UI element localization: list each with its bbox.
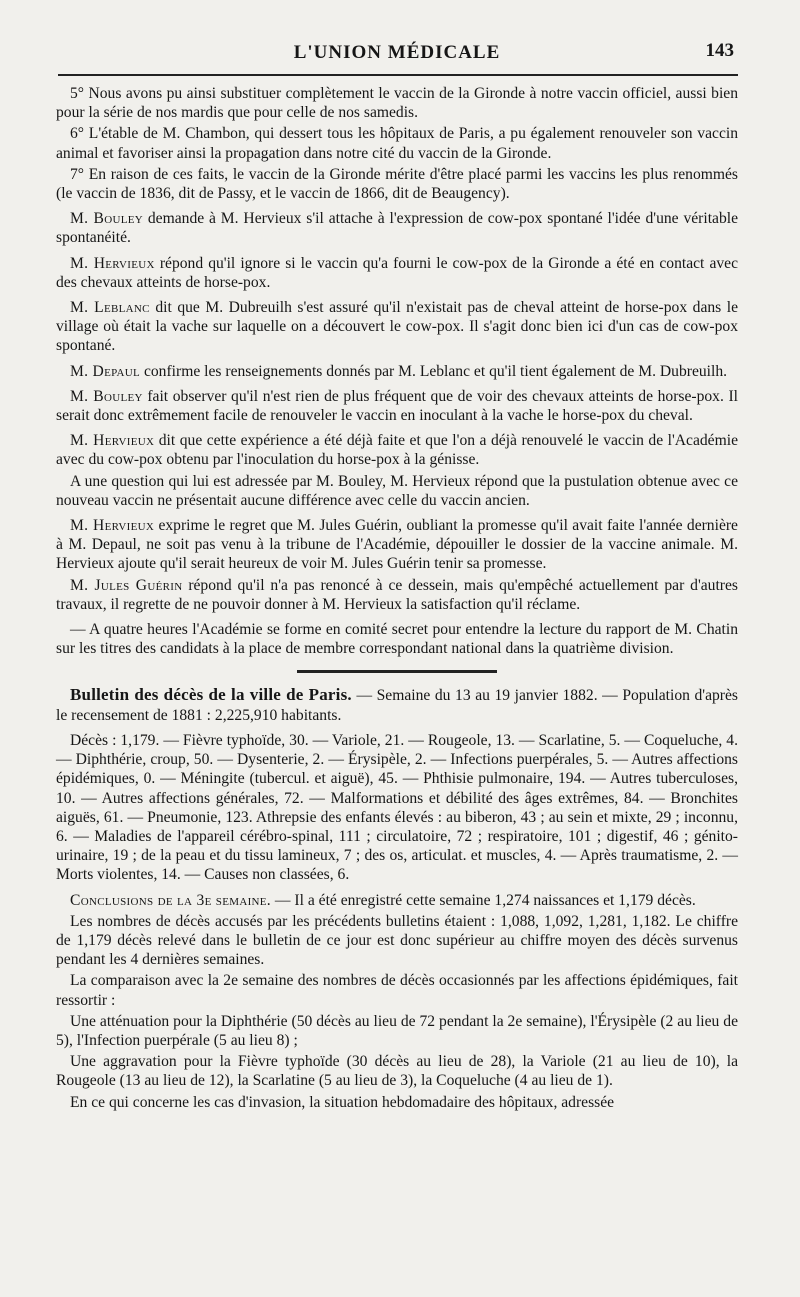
numbered-item: 6° L'étable de M. Chambon, qui dessert tous les hôpitaux de Paris, a pu également renouveler son vaccin animal et favoriser ainsi la propagation dans notre cité du vaccin de la Gironde. bbox=[56, 125, 738, 162]
speaker-name: M. Leblanc bbox=[70, 299, 150, 317]
bulletin-heading bbox=[56, 685, 738, 724]
bulletin-paragraph: Les nombres de décès accusés par les précédents bulletins étaient : 1,088, 1,092, 1,281, 1,182. Le chiffre de 1,179 décès relevé dans le bulletin de ce jour est donc supérieur au chiffre moyen des décès survenus pendant les 4 dernières semaines. bbox=[56, 912, 738, 969]
section-rule bbox=[297, 670, 497, 673]
bulletin-title: Bulletin des décès de la ville de Paris. bbox=[70, 685, 352, 705]
bulletin-subtitle: — Semaine du 13 au 19 janvier 1882. — Population d'après le recensement de 1881 : 2,225,910 habitants. bbox=[56, 687, 738, 724]
dialogue-paragraph bbox=[56, 298, 738, 356]
speaker-name: M. Depaul bbox=[70, 362, 141, 380]
speaker-name: M. Hervieux bbox=[70, 517, 155, 535]
page-number: 143 bbox=[705, 40, 734, 61]
conclusions-label: Conclusions de la 3e semaine. bbox=[70, 891, 271, 909]
speaker-name: M. Bouley bbox=[70, 387, 143, 405]
dialogue-paragraph bbox=[56, 254, 738, 292]
speech-text: répond qu'il n'a pas renoncé à ce dessein, mais qu'empêché actuellement par d'autres travaux, il regrette de ne pouvoir donner à M. Hervieux la satisfaction qu'il réclame. bbox=[56, 576, 738, 613]
bulletin-paragraph: La comparaison avec la 2e semaine des nombres de décès occasionnés par les affections épidémiques, fait ressortir : bbox=[56, 972, 738, 1009]
speech-text: confirme les renseignements donnés par M. Leblanc et qu'il tient également de M. Dubreuilh. bbox=[143, 362, 728, 380]
bulletin-paragraph: Une aggravation pour la Fièvre typhoïde (30 décès au lieu de 28), la Variole (21 au lieu de 10), la Rougeole (13 au lieu de 12), la Scarlatine (5 au lieu de 3), la Coqueluche (4 au lieu de 1). bbox=[56, 1053, 738, 1090]
numbered-item: 7° En raison de ces faits, le vaccin de la Gironde mérite d'être placé parmi les vaccins les plus renommés (le vaccin de 1836, dit de Passy, et le vaccin de 1866, dit de Beaugency). bbox=[56, 165, 738, 203]
conclusions-text: — Il a été enregistré cette semaine 1,274 naissances et 1,179 décès. bbox=[274, 891, 696, 909]
speech-text: exprime le regret que M. Jules Guérin, oubliant la promesse qu'il avait faite l'année dernière à M. Depaul, ne soit pas venu à la tribune de l'Académie, dépouiller le dossier de la vaccine animale. M. Hervieux ajoute qu'il serait heureux de voir M. Jules Guérin tenir sa promesse. bbox=[56, 517, 738, 573]
dialogue-paragraph bbox=[56, 209, 738, 247]
speech-text: répond qu'il ignore si le vaccin qu'a fourni le cow-pox de la Gironde a été en contact avec des chevaux atteints de horse-pox. bbox=[56, 254, 739, 291]
numbered-item: 5° Nous avons pu ainsi substituer complètement le vaccin de la Gironde à notre vaccin officiel, aussi bien pour la série de nos mardis que pour celle de nos samedis. bbox=[56, 85, 738, 122]
dialogue-paragraph bbox=[56, 576, 738, 614]
page-header bbox=[56, 36, 738, 64]
header-rule bbox=[58, 74, 738, 76]
dialogue-paragraph bbox=[56, 431, 738, 469]
speaker-name: M. Jules Guérin bbox=[70, 576, 183, 594]
dialogue-paragraph bbox=[56, 362, 738, 381]
speaker-name: M. Bouley bbox=[70, 210, 143, 228]
dialogue-paragraph bbox=[56, 516, 738, 574]
speech-text: dit que cette expérience a été déjà faite et que l'on a déjà renouvelé le vaccin de l'Académie avec du cow-pox obtenu par l'inoculation du horse-pox à la génisse. bbox=[56, 432, 738, 469]
closing-paragraph: — A quatre heures l'Académie se forme en comité secret pour entendre la lecture du rapport de M. Chatin sur les titres des candidats à la place de membre correspondant national dans la quatrième division. bbox=[56, 621, 738, 658]
speech-text: demande à M. Hervieux s'il attache à l'expression de cow-pox spontané l'idée d'une véritable spontanéité. bbox=[56, 210, 738, 247]
question-paragraph: A une question qui lui est adressée par M. Bouley, M. Hervieux répond que la pustulation obtenue avec ce nouveau vaccin ne présentait aucune différence avec celle du vaccin ancien. bbox=[56, 472, 738, 509]
deaths-paragraph: Décès : 1,179. — Fièvre typhoïde, 30. — Variole, 21. — Rougeole, 13. — Scarlatine, 5. — Coqueluche, 4. — Diphthérie, croup, 50. — Dysenterie, 2. — Érysipèle, 2. — Infections puerpérales, 5. — Autres affections épidémiques, 0. — Méningite (tubercul. et aiguë), 45. — Phthisie pulmonaire, 194. — Autres tuberculoses, 10. — Autres affections générales, 72. — Malformations et débilité des âges extrêmes, 84. — Bronchites aiguës, 61. — Pneumonie, 123. Athrepsie des enfants élevés : au biberon, 43 ; au sein et mixte, 29 ; inconnu, 6. — Maladies de l'appareil cérébro-spinal, 111 ; circulatoire, 72 ; respiratoire, 101 ; digestif, 46 ; génito-urinaire, 19 ; de la peau et du tissu lamineux, 7 ; des os, articulat. et muscles, 4. — Après traumatisme, 2. — Morts violentes, 14. — Causes non classées, 6. bbox=[56, 731, 738, 884]
bulletin-paragraph: En ce qui concerne les cas d'invasion, la situation hebdomadaire des hôpitaux, adressée bbox=[70, 1093, 615, 1111]
speaker-name: M. Hervieux bbox=[70, 432, 155, 450]
article-body bbox=[56, 84, 738, 1114]
speech-text: fait observer qu'il n'est rien de plus fréquent que de voir des chevaux atteints de horse-pox. Il serait donc extrêmement facile de renouveler le vaccin en inoculant à la vache le horse-pox du cheval. bbox=[56, 387, 738, 425]
dialogue-paragraph bbox=[56, 387, 738, 425]
conclusions-paragraph bbox=[56, 891, 738, 910]
speaker-name: M. Hervieux bbox=[70, 254, 155, 272]
bulletin-paragraph: Une atténuation pour la Diphthérie (50 décès au lieu de 72 pendant la 2e semaine), l'Érysipèle (2 au lieu de 5), l'Infection puerpérale (5 au lieu 8) ; bbox=[56, 1012, 738, 1049]
running-title: L'UNION MÉDICALE bbox=[293, 42, 501, 63]
speech-text: dit que M. Dubreuilh s'est assuré qu'il n'existait pas de cheval atteint de horse-pox dans le village où était la vache sur laquelle on a découvert le cow-pox. Il s'agit donc bien ici d'un cas de cow-pox spontané. bbox=[56, 299, 739, 355]
